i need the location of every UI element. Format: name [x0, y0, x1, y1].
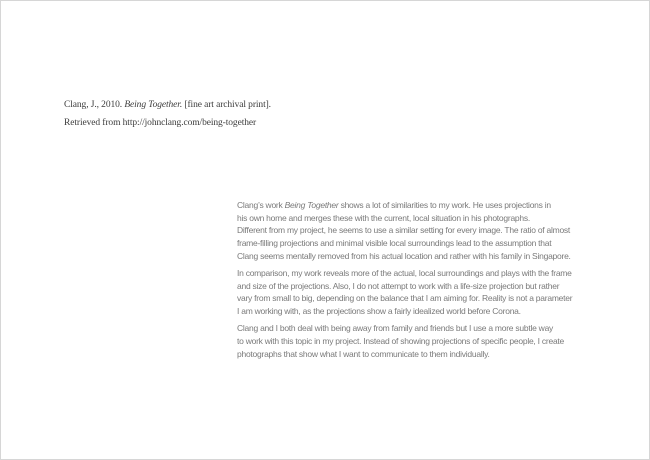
- paragraph-1-lines: his own home and merges these with the current, local situation in his photographs. Different from my project, he seems to use a similar setting for every image. The ratio of almost frame-filling projections and minimal visible local surroundings lead to the assumption that Clang seems mentally removed from his actual location and rather with his family in Singapore.: [237, 212, 571, 261]
- paragraph-1-lead: Clang’s work: [237, 200, 285, 210]
- paragraph-1-work-title: Being Together: [284, 200, 339, 210]
- essay-paragraph-1: [237, 199, 612, 263]
- citation-line-1: [64, 97, 271, 115]
- paragraph-1-lead-rest: shows a lot of similarities to my work. He uses projections in: [338, 200, 551, 210]
- citation-author-year: Clang, J., 2010.: [64, 100, 125, 110]
- essay-paragraph-3: [237, 322, 612, 360]
- citation-retrieved-url: Retrieved from http://johnclang.com/being-together: [64, 117, 257, 128]
- essay-text-block: [237, 199, 612, 360]
- paragraph-2-lines: In comparison, my work reveals more of the actual, local surroundings and plays with the frame and size of the projections. Also, I do not attempt to work with a life-size projection but rather vary from small to big, depending on the balance that I am aiming for. Reality is not a parameter I am working with, as the projections show a fairly idealized world before Corona.: [237, 268, 573, 317]
- paragraph-3-lines: Clang and I both deal with being away from family and friends but I use a more subtle way to work with this topic in my project. Instead of showing projections of specific people, I create photographs that show what I want to communicate to them individually.: [237, 323, 565, 359]
- essay-paragraph-2: [237, 267, 612, 318]
- citation-work-title: Being Together.: [124, 100, 183, 110]
- citation-block: [64, 97, 271, 132]
- citation-medium: [fine art archival print].: [182, 100, 271, 110]
